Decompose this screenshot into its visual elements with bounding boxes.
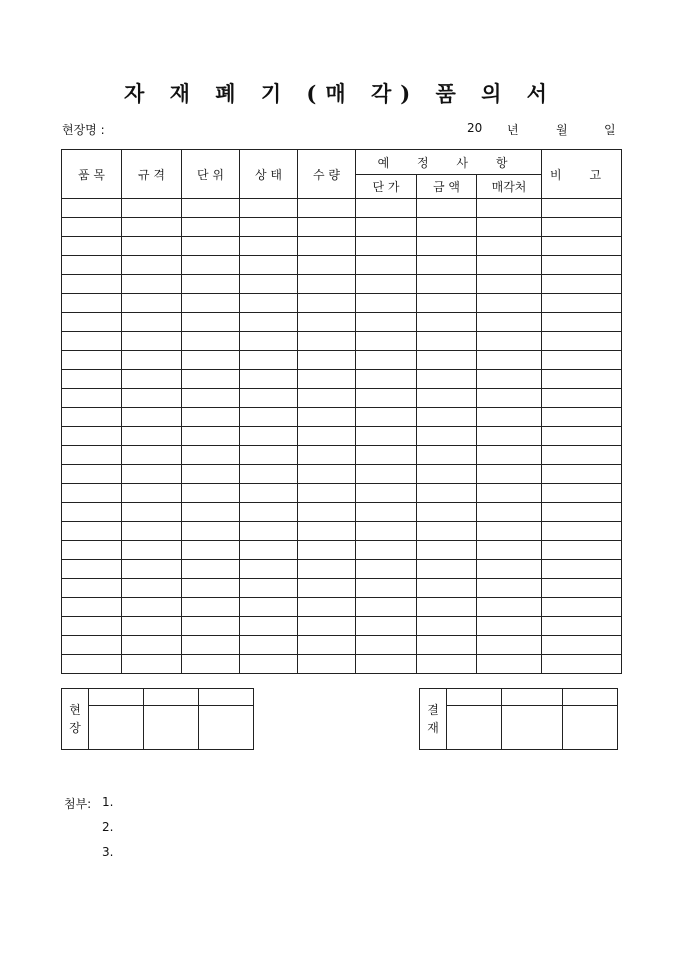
table-row (62, 351, 622, 370)
table-row (62, 237, 622, 256)
table-cell[interactable] (477, 655, 542, 674)
table-cell[interactable] (477, 446, 542, 465)
table-cell[interactable] (356, 541, 417, 560)
table-cell[interactable] (240, 465, 298, 484)
table-cell[interactable] (182, 370, 240, 389)
table-cell[interactable] (122, 332, 182, 351)
table-cell[interactable] (417, 199, 477, 218)
table-cell[interactable] (240, 560, 298, 579)
header-amount: 금 액 (417, 175, 477, 199)
table-cell[interactable] (182, 351, 240, 370)
table-cell[interactable] (240, 275, 298, 294)
table-cell[interactable] (122, 598, 182, 617)
table-cell[interactable] (417, 351, 477, 370)
table-cell[interactable] (62, 199, 122, 218)
table-cell[interactable] (542, 655, 622, 674)
table-cell[interactable] (298, 503, 356, 522)
table-cell[interactable] (356, 408, 417, 427)
table-cell[interactable] (356, 275, 417, 294)
table-cell[interactable] (298, 370, 356, 389)
year-prefix: 20 (467, 121, 483, 135)
table-cell[interactable] (298, 256, 356, 275)
table-cell[interactable] (356, 294, 417, 313)
table-cell[interactable] (356, 503, 417, 522)
table-cell[interactable] (542, 256, 622, 275)
table-cell[interactable] (182, 446, 240, 465)
table-cell[interactable] (240, 256, 298, 275)
table-cell[interactable] (240, 503, 298, 522)
table-cell[interactable] (240, 408, 298, 427)
table-cell[interactable] (182, 541, 240, 560)
header-planned-group: 예 정 사 항 (356, 150, 542, 175)
table-cell[interactable] (122, 408, 182, 427)
table-cell[interactable] (356, 522, 417, 541)
site-approval-title-cell[interactable] (144, 689, 199, 706)
table-row (62, 598, 622, 617)
table-cell[interactable] (62, 522, 122, 541)
table-cell[interactable] (417, 370, 477, 389)
table-cell[interactable] (182, 579, 240, 598)
table-cell[interactable] (417, 541, 477, 560)
day-label: 일 (604, 123, 616, 137)
table-cell[interactable] (542, 617, 622, 636)
header-item: 품 목 (62, 150, 122, 199)
table-cell[interactable] (298, 427, 356, 446)
table-cell[interactable] (477, 199, 542, 218)
table-cell[interactable] (122, 237, 182, 256)
table-cell[interactable] (542, 199, 622, 218)
table-cell[interactable] (477, 218, 542, 237)
table-cell[interactable] (62, 294, 122, 313)
table-cell[interactable] (542, 465, 622, 484)
table-cell[interactable] (62, 370, 122, 389)
table-row (62, 579, 622, 598)
header-spec: 규 격 (122, 150, 182, 199)
table-cell[interactable] (240, 313, 298, 332)
table-cell[interactable] (122, 579, 182, 598)
table-cell[interactable] (62, 636, 122, 655)
table-cell[interactable] (240, 332, 298, 351)
table-cell[interactable] (240, 199, 298, 218)
table-cell[interactable] (356, 579, 417, 598)
final-approval-label: 결 재 (420, 689, 447, 750)
attachment-item[interactable]: 1. (102, 795, 114, 809)
table-row (62, 560, 622, 579)
table-cell[interactable] (356, 446, 417, 465)
table-cell[interactable] (477, 522, 542, 541)
table-cell[interactable] (240, 389, 298, 408)
table-cell[interactable] (417, 446, 477, 465)
header-quantity: 수 량 (298, 150, 356, 199)
header-state: 상 태 (240, 150, 298, 199)
table-cell[interactable] (356, 465, 417, 484)
table-row (62, 541, 622, 560)
final-approval-sign-cell[interactable] (447, 706, 502, 750)
table-row (62, 522, 622, 541)
table-cell[interactable] (122, 522, 182, 541)
table-row (62, 484, 622, 503)
table-cell[interactable] (298, 237, 356, 256)
table-cell[interactable] (298, 598, 356, 617)
table-cell[interactable] (122, 199, 182, 218)
final-approval-box (419, 688, 618, 750)
table-cell[interactable] (240, 617, 298, 636)
table-cell[interactable] (62, 427, 122, 446)
table-cell[interactable] (477, 256, 542, 275)
table-cell[interactable] (62, 446, 122, 465)
table-cell[interactable] (356, 237, 417, 256)
table-cell[interactable] (542, 332, 622, 351)
table-cell[interactable] (240, 351, 298, 370)
table-cell[interactable] (356, 598, 417, 617)
table-cell[interactable] (298, 465, 356, 484)
final-approval-title-cell[interactable] (563, 689, 618, 706)
table-cell[interactable] (298, 351, 356, 370)
table-cell[interactable] (477, 332, 542, 351)
table-cell[interactable] (356, 370, 417, 389)
table-row (62, 294, 622, 313)
table-cell[interactable] (477, 465, 542, 484)
table-cell[interactable] (542, 484, 622, 503)
table-cell[interactable] (298, 541, 356, 560)
table-cell[interactable] (356, 484, 417, 503)
table-cell[interactable] (477, 294, 542, 313)
table-cell[interactable] (240, 636, 298, 655)
table-row (62, 389, 622, 408)
table-cell[interactable] (298, 332, 356, 351)
table-cell[interactable] (122, 351, 182, 370)
table-cell[interactable] (542, 218, 622, 237)
table-cell[interactable] (477, 541, 542, 560)
table-cell[interactable] (356, 332, 417, 351)
table-cell[interactable] (182, 484, 240, 503)
table-cell[interactable] (62, 389, 122, 408)
site-approval-label: 현 장 (62, 689, 89, 750)
table-cell[interactable] (182, 389, 240, 408)
table-cell[interactable] (182, 218, 240, 237)
table-cell[interactable] (542, 370, 622, 389)
table-cell[interactable] (477, 579, 542, 598)
table-cell[interactable] (122, 617, 182, 636)
table-cell[interactable] (477, 427, 542, 446)
table-cell[interactable] (240, 541, 298, 560)
table-cell[interactable] (62, 351, 122, 370)
table-cell[interactable] (417, 256, 477, 275)
table-cell[interactable] (298, 446, 356, 465)
table-cell[interactable] (298, 579, 356, 598)
table-cell[interactable] (182, 199, 240, 218)
table-cell[interactable] (477, 408, 542, 427)
final-approval-sign-cell[interactable] (563, 706, 618, 750)
table-cell[interactable] (182, 617, 240, 636)
table-cell[interactable] (182, 636, 240, 655)
table-cell[interactable] (417, 275, 477, 294)
table-cell[interactable] (62, 655, 122, 674)
table-row (62, 655, 622, 674)
table-cell[interactable] (182, 427, 240, 446)
table-cell[interactable] (356, 313, 417, 332)
table-cell[interactable] (240, 294, 298, 313)
table-cell[interactable] (62, 579, 122, 598)
table-cell[interactable] (542, 522, 622, 541)
table-cell[interactable] (62, 465, 122, 484)
table-cell[interactable] (240, 446, 298, 465)
table-row (62, 427, 622, 446)
site-approval-box (61, 688, 254, 750)
table-cell[interactable] (122, 446, 182, 465)
table-row (62, 256, 622, 275)
table-cell[interactable] (417, 560, 477, 579)
table-cell[interactable] (542, 579, 622, 598)
site-name-label: 현장명 : (62, 123, 105, 137)
table-cell[interactable] (542, 503, 622, 522)
table-row (62, 332, 622, 351)
table-cell[interactable] (356, 636, 417, 655)
table-cell[interactable] (298, 484, 356, 503)
table-cell[interactable] (122, 484, 182, 503)
site-approval-title-cell[interactable] (89, 689, 144, 706)
table-cell[interactable] (542, 275, 622, 294)
month-label: 월 (556, 123, 568, 137)
table-cell[interactable] (417, 332, 477, 351)
table-cell[interactable] (417, 389, 477, 408)
table-cell[interactable] (240, 579, 298, 598)
table-cell[interactable] (477, 636, 542, 655)
table-cell[interactable] (122, 389, 182, 408)
table-cell[interactable] (122, 370, 182, 389)
table-cell[interactable] (240, 598, 298, 617)
table-cell[interactable] (122, 218, 182, 237)
table-cell[interactable] (477, 370, 542, 389)
table-cell[interactable] (182, 465, 240, 484)
table-cell[interactable] (122, 541, 182, 560)
table-cell[interactable] (417, 427, 477, 446)
table-cell[interactable] (542, 237, 622, 256)
table-cell[interactable] (62, 256, 122, 275)
table-cell[interactable] (240, 370, 298, 389)
table-cell[interactable] (298, 218, 356, 237)
table-cell[interactable] (417, 408, 477, 427)
table-cell[interactable] (477, 484, 542, 503)
table-cell[interactable] (298, 522, 356, 541)
table-cell[interactable] (182, 256, 240, 275)
table-cell[interactable] (240, 484, 298, 503)
table-cell[interactable] (122, 256, 182, 275)
table-cell[interactable] (356, 256, 417, 275)
final-approval-sign-cell[interactable] (502, 706, 563, 750)
table-cell[interactable] (417, 636, 477, 655)
table-cell[interactable] (298, 199, 356, 218)
year-label: 년 (507, 123, 519, 137)
table-cell[interactable] (298, 275, 356, 294)
table-cell[interactable] (182, 275, 240, 294)
table-cell[interactable] (417, 237, 477, 256)
table-cell[interactable] (62, 598, 122, 617)
table-cell[interactable] (542, 636, 622, 655)
table-cell[interactable] (542, 541, 622, 560)
table-cell[interactable] (542, 598, 622, 617)
table-cell[interactable] (182, 237, 240, 256)
table-cell[interactable] (240, 522, 298, 541)
table-cell[interactable] (182, 560, 240, 579)
table-cell[interactable] (356, 560, 417, 579)
table-cell[interactable] (477, 275, 542, 294)
table-cell[interactable] (417, 522, 477, 541)
table-row (62, 275, 622, 294)
table-cell[interactable] (477, 389, 542, 408)
header-unit-price: 단 가 (356, 175, 417, 199)
table-cell[interactable] (122, 655, 182, 674)
site-approval-sign-cell[interactable] (144, 706, 199, 750)
table-cell[interactable] (477, 598, 542, 617)
table-cell[interactable] (298, 617, 356, 636)
table-cell[interactable] (62, 503, 122, 522)
table-cell[interactable] (122, 636, 182, 655)
table-cell[interactable] (182, 522, 240, 541)
table-cell[interactable] (240, 237, 298, 256)
attachment-item[interactable]: 2. (102, 820, 114, 834)
table-cell[interactable] (356, 389, 417, 408)
table-cell[interactable] (240, 655, 298, 674)
table-row (62, 218, 622, 237)
table-cell[interactable] (477, 503, 542, 522)
table-cell[interactable] (240, 427, 298, 446)
table-cell[interactable] (122, 427, 182, 446)
table-cell[interactable] (417, 484, 477, 503)
table-cell[interactable] (417, 617, 477, 636)
table-cell[interactable] (477, 313, 542, 332)
table-cell[interactable] (298, 655, 356, 674)
table-cell[interactable] (417, 655, 477, 674)
table-cell[interactable] (477, 560, 542, 579)
table-cell[interactable] (62, 218, 122, 237)
table-cell[interactable] (417, 503, 477, 522)
table-cell[interactable] (62, 332, 122, 351)
final-approval-title-cell[interactable] (502, 689, 563, 706)
disposal-items-table (61, 149, 622, 674)
table-row (62, 617, 622, 636)
final-approval-title-cell[interactable] (447, 689, 502, 706)
table-cell[interactable] (356, 199, 417, 218)
site-approval-sign-cell[interactable] (199, 706, 254, 750)
table-cell[interactable] (298, 294, 356, 313)
table-cell[interactable] (122, 294, 182, 313)
table-row (62, 408, 622, 427)
table-cell[interactable] (542, 389, 622, 408)
header-buyer: 매각처 (477, 175, 542, 199)
table-cell[interactable] (356, 617, 417, 636)
table-row (62, 636, 622, 655)
header-remarks: 비 고 (542, 150, 622, 199)
table-cell[interactable] (182, 503, 240, 522)
table-row (62, 446, 622, 465)
table-cell[interactable] (298, 636, 356, 655)
table-cell[interactable] (182, 332, 240, 351)
table-cell[interactable] (122, 313, 182, 332)
document-title: 자 재 폐 기 (매 각) 품 의 서 (124, 81, 556, 106)
table-cell[interactable] (542, 408, 622, 427)
table-cell[interactable] (62, 617, 122, 636)
table-cell[interactable] (417, 465, 477, 484)
table-cell[interactable] (417, 579, 477, 598)
table-cell[interactable] (298, 560, 356, 579)
table-cell[interactable] (298, 313, 356, 332)
site-approval-sign-cell[interactable] (89, 706, 144, 750)
table-row (62, 465, 622, 484)
table-cell[interactable] (182, 655, 240, 674)
table-cell[interactable] (62, 408, 122, 427)
table-cell[interactable] (542, 351, 622, 370)
table-cell[interactable] (542, 294, 622, 313)
table-cell[interactable] (356, 427, 417, 446)
table-cell[interactable] (298, 408, 356, 427)
table-row (62, 503, 622, 522)
table-cell[interactable] (298, 389, 356, 408)
attachment-item[interactable]: 3. (102, 845, 114, 859)
table-cell[interactable] (477, 617, 542, 636)
table-cell[interactable] (356, 351, 417, 370)
header-unit: 단 위 (182, 150, 240, 199)
table-cell[interactable] (62, 484, 122, 503)
table-cell[interactable] (477, 237, 542, 256)
table-cell[interactable] (417, 294, 477, 313)
table-cell[interactable] (417, 313, 477, 332)
table-cell[interactable] (62, 275, 122, 294)
table-cell[interactable] (542, 446, 622, 465)
table-cell[interactable] (122, 503, 182, 522)
table-row (62, 199, 622, 218)
table-cell[interactable] (542, 427, 622, 446)
table-row (62, 313, 622, 332)
table-cell[interactable] (417, 598, 477, 617)
table-cell[interactable] (122, 465, 182, 484)
site-approval-title-cell[interactable] (199, 689, 254, 706)
table-cell[interactable] (182, 294, 240, 313)
table-cell[interactable] (122, 275, 182, 294)
table-cell[interactable] (356, 655, 417, 674)
table-cell[interactable] (240, 218, 298, 237)
table-cell[interactable] (62, 560, 122, 579)
table-cell[interactable] (182, 313, 240, 332)
table-row (62, 370, 622, 389)
table-cell[interactable] (182, 408, 240, 427)
table-cell[interactable] (122, 560, 182, 579)
table-cell[interactable] (62, 237, 122, 256)
table-cell[interactable] (477, 351, 542, 370)
table-cell[interactable] (417, 218, 477, 237)
table-cell[interactable] (356, 218, 417, 237)
attachments-label: 첨부: (64, 797, 92, 811)
table-cell[interactable] (542, 313, 622, 332)
table-cell[interactable] (182, 598, 240, 617)
table-cell[interactable] (62, 313, 122, 332)
table-cell[interactable] (542, 560, 622, 579)
table-cell[interactable] (62, 541, 122, 560)
